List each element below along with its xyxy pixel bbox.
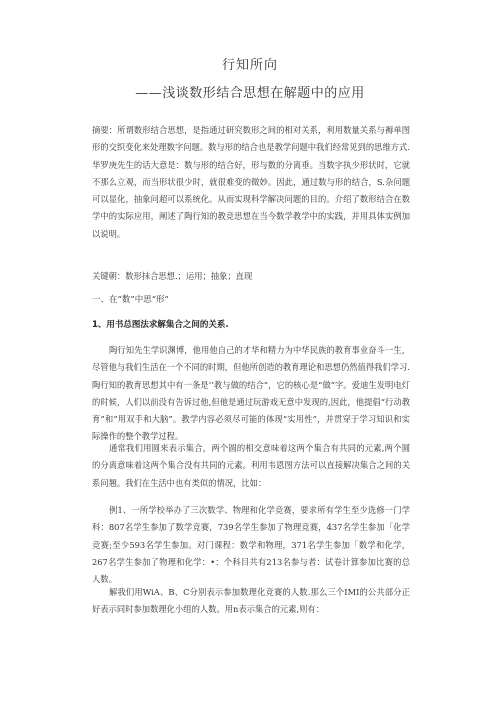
document-subtitle: ——浅谈数形结合思想在解题中的应用 xyxy=(135,86,365,101)
keywords-line: 关键朝：数形抹合思想.；运用；抽象；直现 xyxy=(92,271,253,281)
abstract-paragraph: 摘要：所谓数形结合思想，是指通过研究数形之间的相对关系，利用数量关系与褥单图形的交织变化来处理数字问题。数与形的结合也是教学问题中我们经常见到的思维方式.华罗庚先生的话大意是：数与形的结合好，形与数的分离垂。当数字执少形状时，它就不那么立观，而当形状很少时，就很难变的微妙。因此，通过数与形的结合，S.杂问题可以显化，抽象问超可以系统化。从而实现科学解决问题的目的。介绍了数形结合在数学中的实际应用，阐述了陶行知的教竞思想在当今数学教学中的实践，并用具体实例加以说明。 xyxy=(92,125,410,239)
body-paragraph-1: 陶行知先生学识渊博，他用他自己的才华和精力为中华民族的教育事业奋斗一生，尽管他与我们生活在一个不同的时期，但他所创造的教育理论和思想仍然值得我们学习.陶行知的教育思想其中有一条是’’教与做的结合”，它的核心是“做”字。爱迪生发明电灯的时候，人们以前没有告诉过他,但他是通过玩游戏无意中发现的,因此，他提倡“行动教育”和“用双手和大脑”。教学内容必须尽可能的体现“实用性”，并贯穿于学习知识和实际操作的整个教学过程。 xyxy=(92,345,410,442)
solution-paragraph: 解我们用WiA、B、C分别表示参加数理化竞赛的人数.那么三个IMI的公共部分正好表示同时参加数理化小组的人数。用n表示集合的元素,则有： xyxy=(92,587,410,615)
subsection-heading-1-1: 1、用书总图法求解集合之间的关系. xyxy=(92,320,229,330)
body-paragraph-2: 通常我们用圆来表示集合，两个圆的相交意味着这两个集合有共同的元素,两个圆的分离意味着这两个集合没有共同的元素。利用韦恩图方法可以直接解决集合之间的关系问翘。我们在生活中也有类似的情况，比如： xyxy=(92,443,410,488)
document-title: 行知所向 xyxy=(221,58,278,73)
example-paragraph-1: 例1、一所学校举办了三次数学、物理和化学竞赛，要求所有学生至少选修一门学科：807名学生参加了数学竞赛，739名学生参加了物理竞赛，437名学生参加「化学竞赛;至少593名学生参加。对门课程：数学和物理，371名学生参加「数学和化学，267名学生参加了物理和化学：•：个科目共有213名参与者：试卷计算参加比赛的总人数。 xyxy=(92,505,410,585)
section-heading-1: 一、在“数”中思“形” xyxy=(92,295,169,305)
